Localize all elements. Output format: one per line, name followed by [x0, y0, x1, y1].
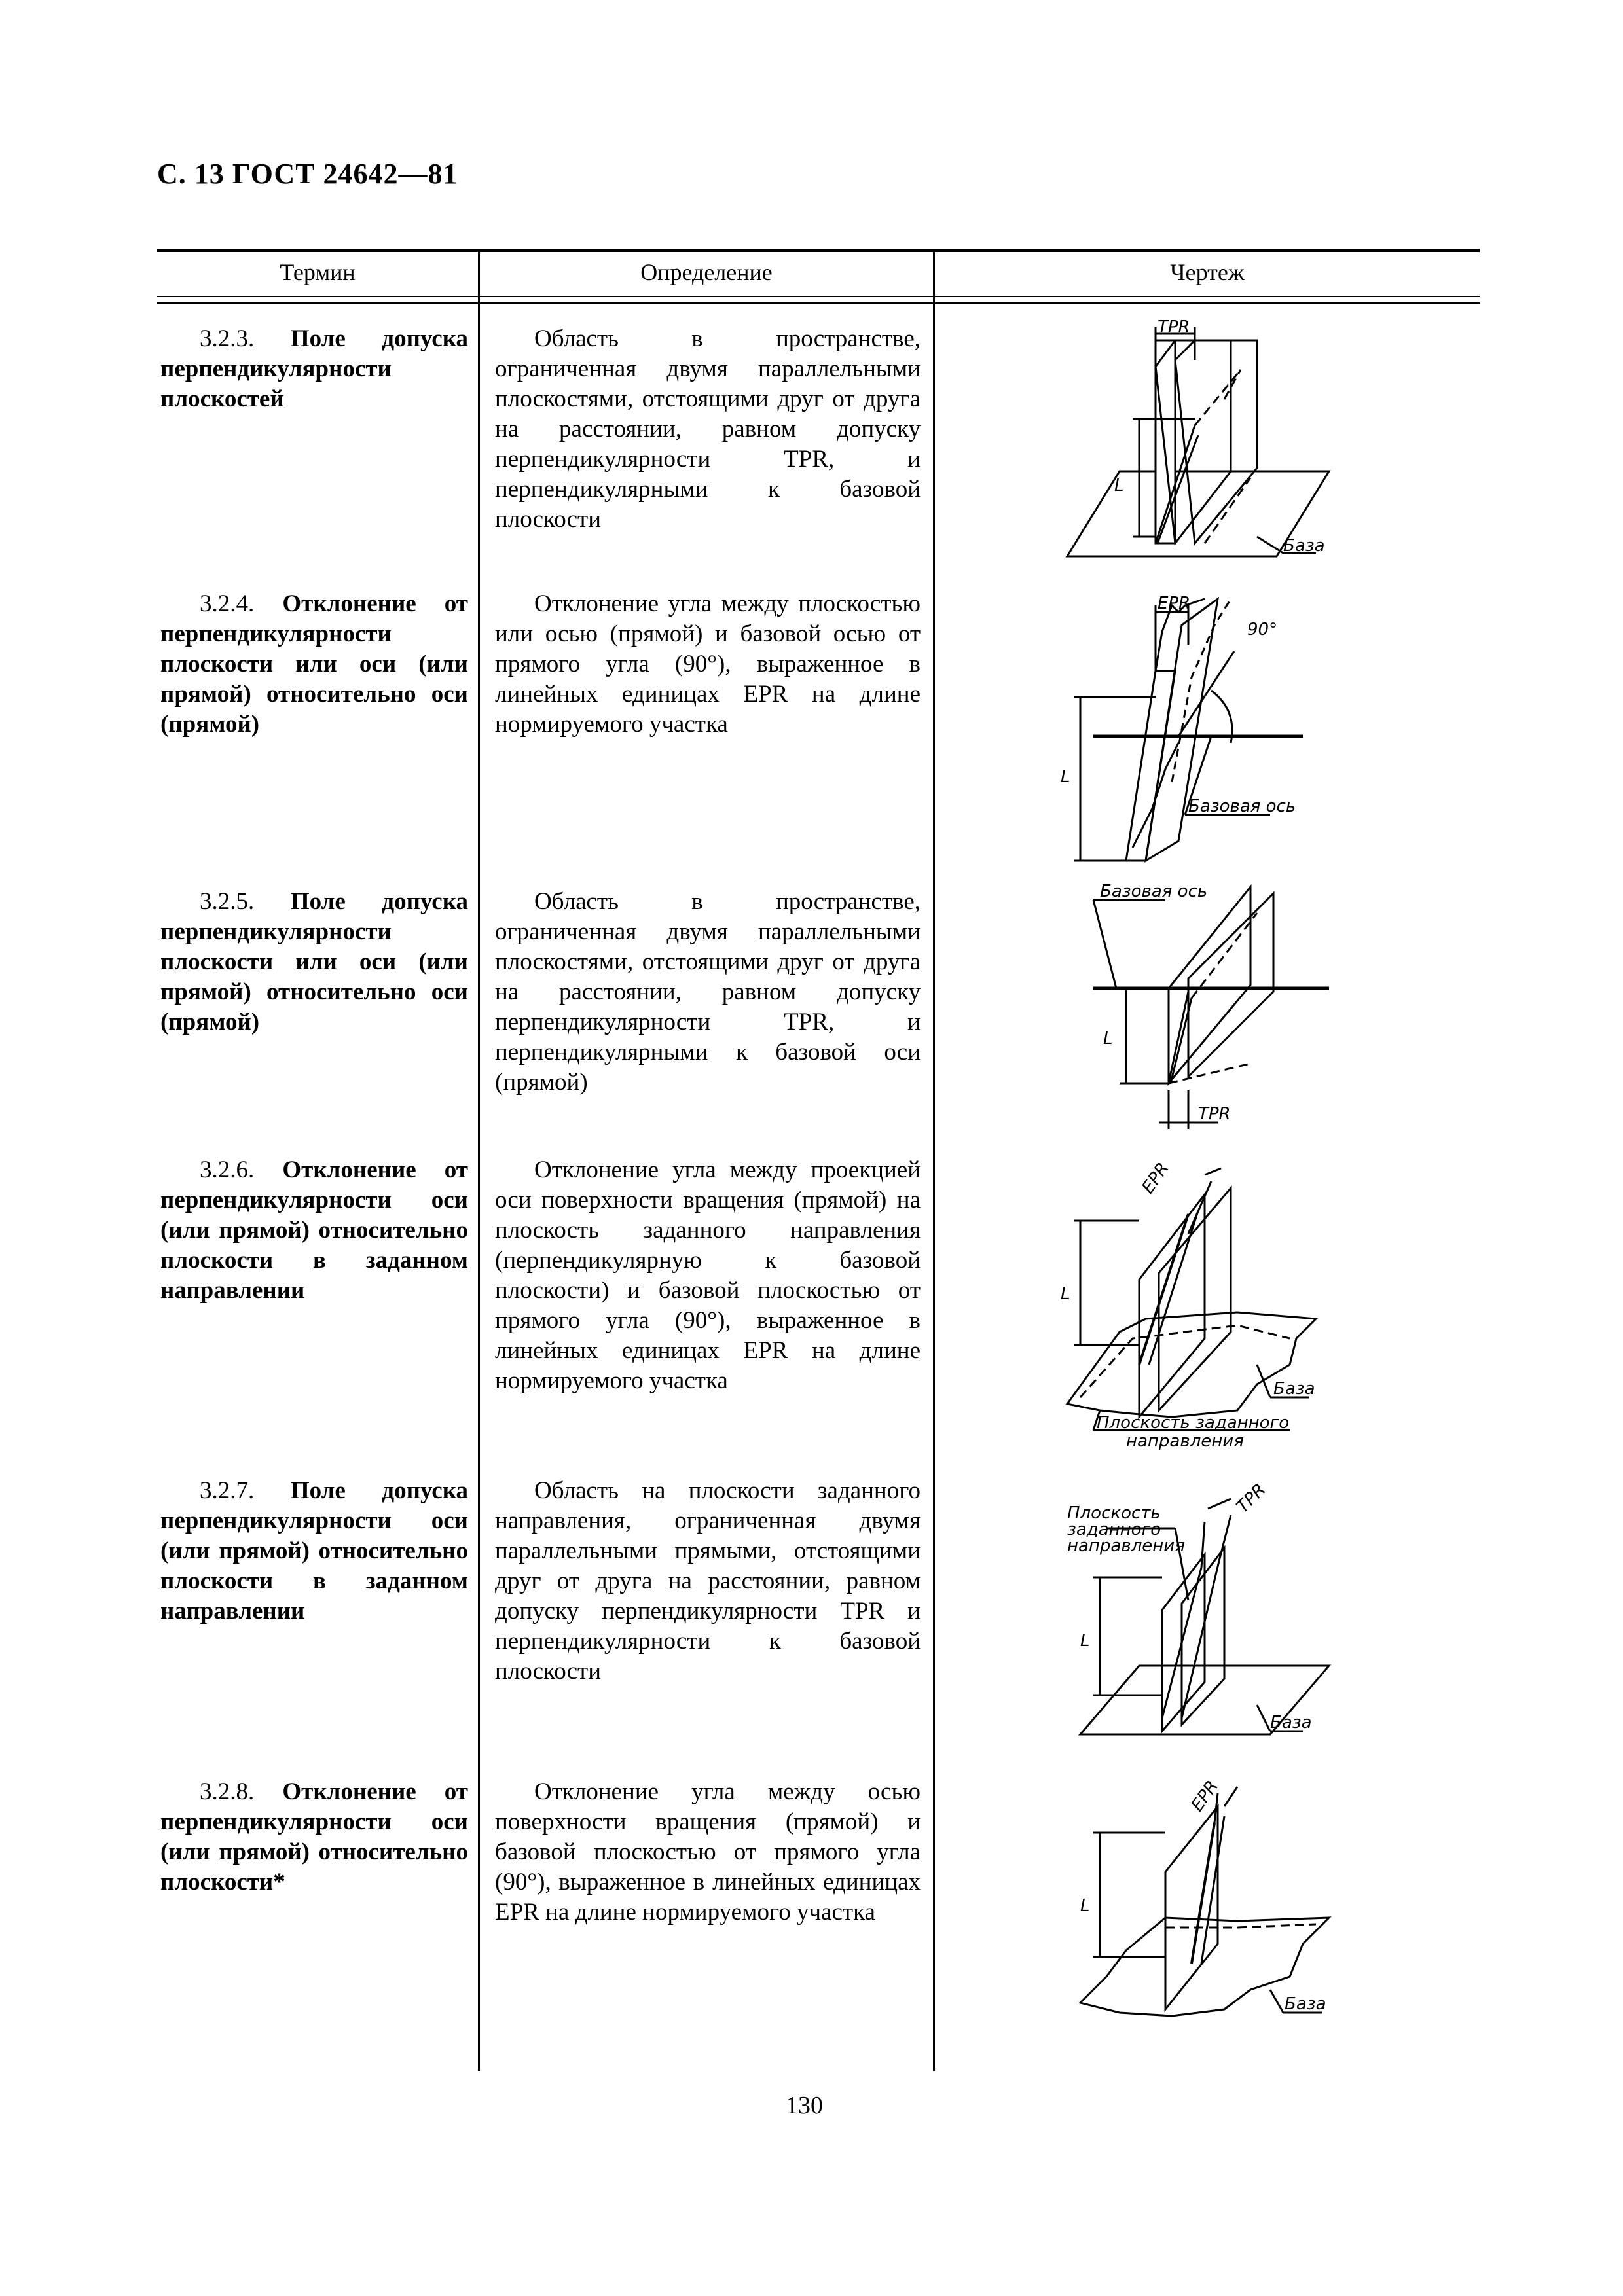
term-3-2-8: 3.2.8. Отклонение от перпендикулярности оси (или прямой) относительно плоскости* — [160, 1778, 468, 1895]
fig-label-l: L — [1103, 1029, 1113, 1049]
fig-label-base: База — [1273, 1379, 1315, 1399]
fig-label-l: L — [1080, 1896, 1090, 1916]
fig-label-base: База — [1270, 1713, 1312, 1732]
term-3-2-4: 3.2.4. Отклонение от перпендикулярности плоскости или оси (или прямой) относительно оси (прямой) — [160, 590, 468, 738]
figure-3-2-6 — [1041, 1149, 1342, 1460]
fig-label-plane-2: заданного — [1067, 1520, 1161, 1539]
column-divider-1 — [478, 251, 480, 2071]
fig-label-tpr: TPR — [1158, 317, 1190, 337]
term-3-2-3: 3.2.3. Поле допуска перпендикулярности плоскостей — [160, 325, 468, 412]
fig-label-base: База — [1285, 1994, 1326, 2014]
definition-3-2-4: Отклонение угла между плоскостью или осью (прямой) и базовой осью от прямого угла (90°), выраженное в линейных единицах EPR на длине нормируемого участка — [495, 590, 921, 738]
fig-label-plane-1: Плоскость заданного — [1097, 1413, 1290, 1433]
fig-label-plane-1: Плоскость — [1067, 1503, 1161, 1523]
fig-label-epr: EPR — [1138, 1158, 1173, 1198]
fig-label-l: L — [1061, 767, 1070, 787]
figure-3-2-7 — [1041, 1469, 1342, 1761]
figure-3-2-4 — [1041, 586, 1342, 870]
fig-label-base-axis: Базовая ось — [1188, 797, 1296, 816]
header-rule-1 — [157, 296, 1480, 297]
fig-label-tpr: TPR — [1233, 1480, 1270, 1517]
definition-3-2-8: Отклонение угла между осью поверхности вращения (прямой) и базовой плоскостью от прямого угла (90°), выраженное в линейных единицах EPR на длине нормируемого участка — [495, 1778, 921, 1926]
definition-3-2-5: Область в пространстве, ограниченная двумя параллельными плоскостями, отстоящими друг от друга на расстоянии, равном допуску перпендикулярности TPR, и перпендикулярными к базовой оси (прямой) — [495, 888, 921, 1096]
page-number: 130 — [786, 2092, 823, 2119]
term-3-2-5: 3.2.5. Поле допуска перпендикулярности плоскости или оси (или прямой) относительно оси (прямой) — [160, 888, 468, 1035]
fig-label-l: L — [1080, 1631, 1090, 1651]
fig-label-plane-3: направления — [1067, 1536, 1185, 1556]
figure-3-2-3 — [1041, 317, 1342, 566]
column-header-term: Термин — [280, 259, 356, 285]
definition-3-2-6: Отклонение угла между проекцией оси поверхности вращения (прямой) на плоскость заданного направления (перпендикулярную к базовой плоскости) и базовой плоскостью от прямого угла (90°), выраженное в линейных единицах EPR на длине нормируемого участка — [495, 1157, 921, 1394]
fig-label-epr: EPR — [1158, 594, 1191, 613]
header-rule-2 — [157, 302, 1480, 304]
column-divider-2 — [933, 251, 935, 2071]
fig-label-tpr: TPR — [1198, 1104, 1231, 1124]
definition-3-2-3: Область в пространстве, ограниченная двумя параллельными плоскостями, отстоящими друг от друга на расстоянии, равном допуску перпендикулярности TPR, и перпендикулярными к базовой плоскости — [495, 325, 921, 533]
fig-label-base: База — [1283, 536, 1325, 556]
page-header: С. 13 ГОСТ 24642—81 — [157, 158, 458, 190]
definition-3-2-7: Область на плоскости заданного направления, ограниченная двумя параллельными прямыми, отстоящими друг от друга на расстоянии, равном допуску перпендикулярности TPR и перпендикулярности к базовой плоскости — [495, 1477, 921, 1685]
fig-label-angle: 90° — [1247, 620, 1278, 639]
column-header-drawing: Чертеж — [1170, 259, 1245, 285]
fig-label-epr: EPR — [1187, 1776, 1223, 1816]
figure-3-2-5 — [1041, 880, 1342, 1145]
table-top-rule — [157, 249, 1480, 252]
fig-label-base-axis: Базовая ось — [1100, 882, 1208, 901]
fig-label-plane-2: направления — [1126, 1431, 1244, 1451]
figure-3-2-8 — [1041, 1767, 1342, 2032]
term-3-2-6: 3.2.6. Отклонение от перпендикулярности оси (или прямой) относительно плоскости в заданном направлении — [160, 1157, 468, 1304]
fig-label-l: L — [1061, 1284, 1070, 1304]
fig-label-l: L — [1114, 476, 1124, 495]
term-3-2-7: 3.2.7. Поле допуска перпендикулярности оси (или прямой) относительно плоскости в заданном направлении — [160, 1477, 468, 1624]
column-header-definition: Определение — [640, 259, 773, 285]
